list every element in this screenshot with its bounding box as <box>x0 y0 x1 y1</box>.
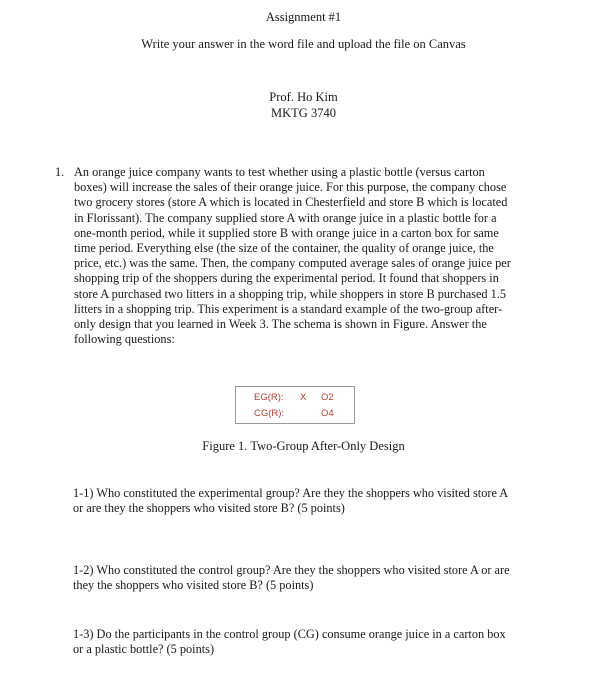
question-line: price, etc.) was the same. Then, the company computed average sales of orange juice per <box>74 256 511 271</box>
question-1-body <box>74 165 564 347</box>
control-group-label: CG(R): <box>254 408 285 419</box>
question-line: shopping trip of the shoppers during the experimental period. It found that shoppers in <box>74 271 499 286</box>
sub-question-1-1 <box>73 486 563 516</box>
sub-question-line: or a plastic bottle? (5 points) <box>73 642 215 657</box>
question-line: only design that you learned in Week 3. The schema is shown in Figure. Answer the <box>74 317 487 332</box>
professor-name: Prof. Ho Kim <box>269 90 338 104</box>
sub-question-line: 1-2) Who constituted the control group? Are they the shoppers who visited store A or are <box>73 563 510 577</box>
sub-question-1-2 <box>73 563 563 593</box>
author-block <box>0 89 607 121</box>
figure-caption: Figure 1. Two-Group After-Only Design <box>202 439 405 453</box>
sub-question-line: 1-1) Who constituted the experimental group? Are they the shoppers who visited store A <box>73 486 509 500</box>
document-title: Assignment #1 <box>265 10 342 24</box>
question-number: 1. <box>55 165 65 179</box>
sub-question-1-3 <box>73 627 563 657</box>
course-code: MKTG 3740 <box>271 106 336 120</box>
sub-question-line: 1-3) Do the participants in the control group (CG) consume orange juice in a carton box <box>73 627 506 641</box>
question-line: in Florissant). The company supplied store A with orange juice in a plastic bottle for a <box>74 210 497 225</box>
sub-question-line: or are they the shoppers who visited store B? (5 points) <box>73 501 345 516</box>
question-line: one-month period, while it supplied store B with orange juice in a carton box for same <box>74 225 499 240</box>
design-schema-box <box>235 386 355 424</box>
observation-o2: O2 <box>321 392 334 403</box>
submission-instruction: Write your answer in the word file and upload the file on Canvas <box>141 37 466 51</box>
question-line: An orange juice company wants to test whether using a plastic bottle (versus carton <box>74 165 485 179</box>
question-line: time period. Everything else (the size of the container, the quality of orange juice, the <box>74 241 494 256</box>
question-line: two grocery stores (store A which is located in Chesterfield and store B which is located <box>74 195 508 210</box>
treatment-marker: X <box>300 392 307 403</box>
question-line: boxes) will increase the sales of their orange juice. For this purpose, the company chose <box>74 180 507 195</box>
question-line: store A purchased two litters in a shopping trip, while shoppers in store B purchased 1.5 <box>74 286 507 301</box>
observation-o4: O4 <box>321 408 334 419</box>
sub-question-line: they the shoppers who visited store B? (5 points) <box>73 578 314 593</box>
question-line: litters in a shopping trip. This experiment is a standard example of the two-group after- <box>74 301 503 316</box>
experimental-group-label: EG(R): <box>254 392 284 403</box>
question-line: following questions: <box>74 332 175 347</box>
